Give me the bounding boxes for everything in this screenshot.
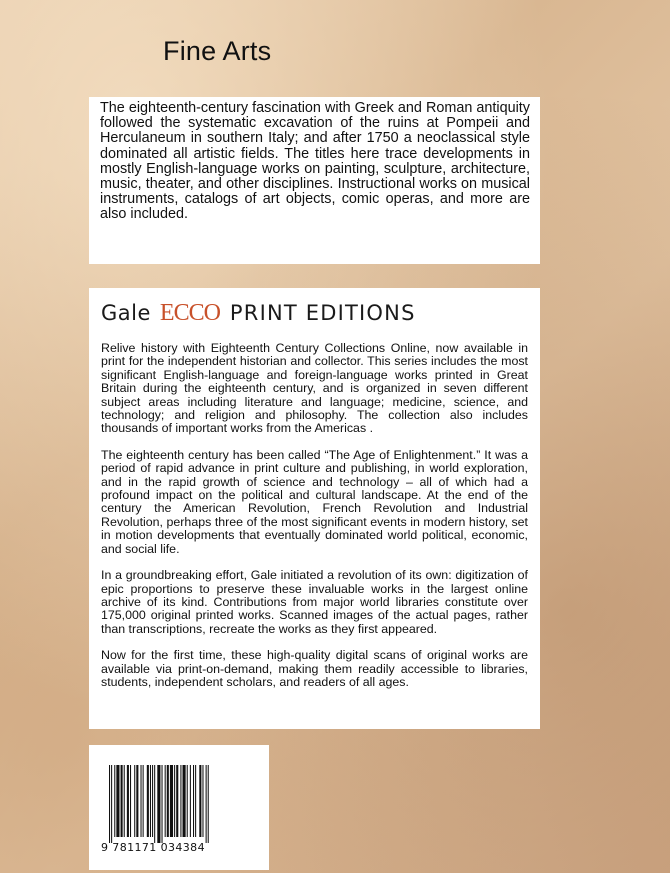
brand-ecco: ECCO: [159, 299, 220, 326]
ecco-body: [101, 342, 528, 689]
description-text: The eighteenth-century fascination with Greek and Roman antiquity followed the systematic excavation of the ruins at Pompeii and Herculaneum in southern Italy; and after 1750 a neoclassical style dominated all artistic fields. The titles here trace developments in mostly English-language works on painting, sculpture, architecture, music, theater, and other disciplines. Instructional works on musical instruments, catalogs of art objects, comic operas, and more are also included.: [100, 100, 530, 223]
barcode-panel: [89, 745, 269, 870]
paragraph: Now for the first time, these high-quality digital scans of original works are available via print-on-demand, making them readily accessible to libraries, students, independent scholars, and readers of all ages.: [101, 648, 528, 689]
brand-gale: Gale: [101, 301, 151, 325]
brand-print-editions: PRINT EDITIONS: [229, 301, 416, 325]
description-panel: [89, 97, 540, 264]
paragraph: Relive history with Eighteenth Century Collections Online, now available in print for the independent historian and collector. This series includes the most significant English-language and foreign-language works printed in Great Britain during the eighteenth century, and is organized in seven different subject areas including literature and language; medicine, science, and technology; and religion and philosophy. The collection also includes thousands of important works from the Americas .: [101, 341, 528, 436]
page-title: Fine Arts: [163, 36, 272, 66]
paragraph: The eighteenth century has been called “The Age of Enlightenment.” It was a period of rapid advance in print culture and publishing, in world exploration, and in the rapid growth of science and technology – all of which had a profound impact on the political and cultural landscape. At the end of the century the American Revolution, French Revolution and Industrial Revolution, perhaps three of the most significant events in modern history, set in motion developments that eventually dominated world political, economic, and social life.: [101, 447, 528, 556]
ecco-panel: [89, 288, 540, 729]
brand-logo: [101, 298, 528, 328]
paragraph: In a groundbreaking effort, Gale initiated a revolution of its own: digitization of epic proportions to preserve these invaluable works in the largest online archive of its kind. Contributions from major world libraries constitute over 175,000 original printed works. Scanned images of the actual pages, rather than transcriptions, recreate the works as they first appeared.: [101, 568, 528, 636]
barcode-number: 9 781171 034384: [101, 841, 205, 854]
